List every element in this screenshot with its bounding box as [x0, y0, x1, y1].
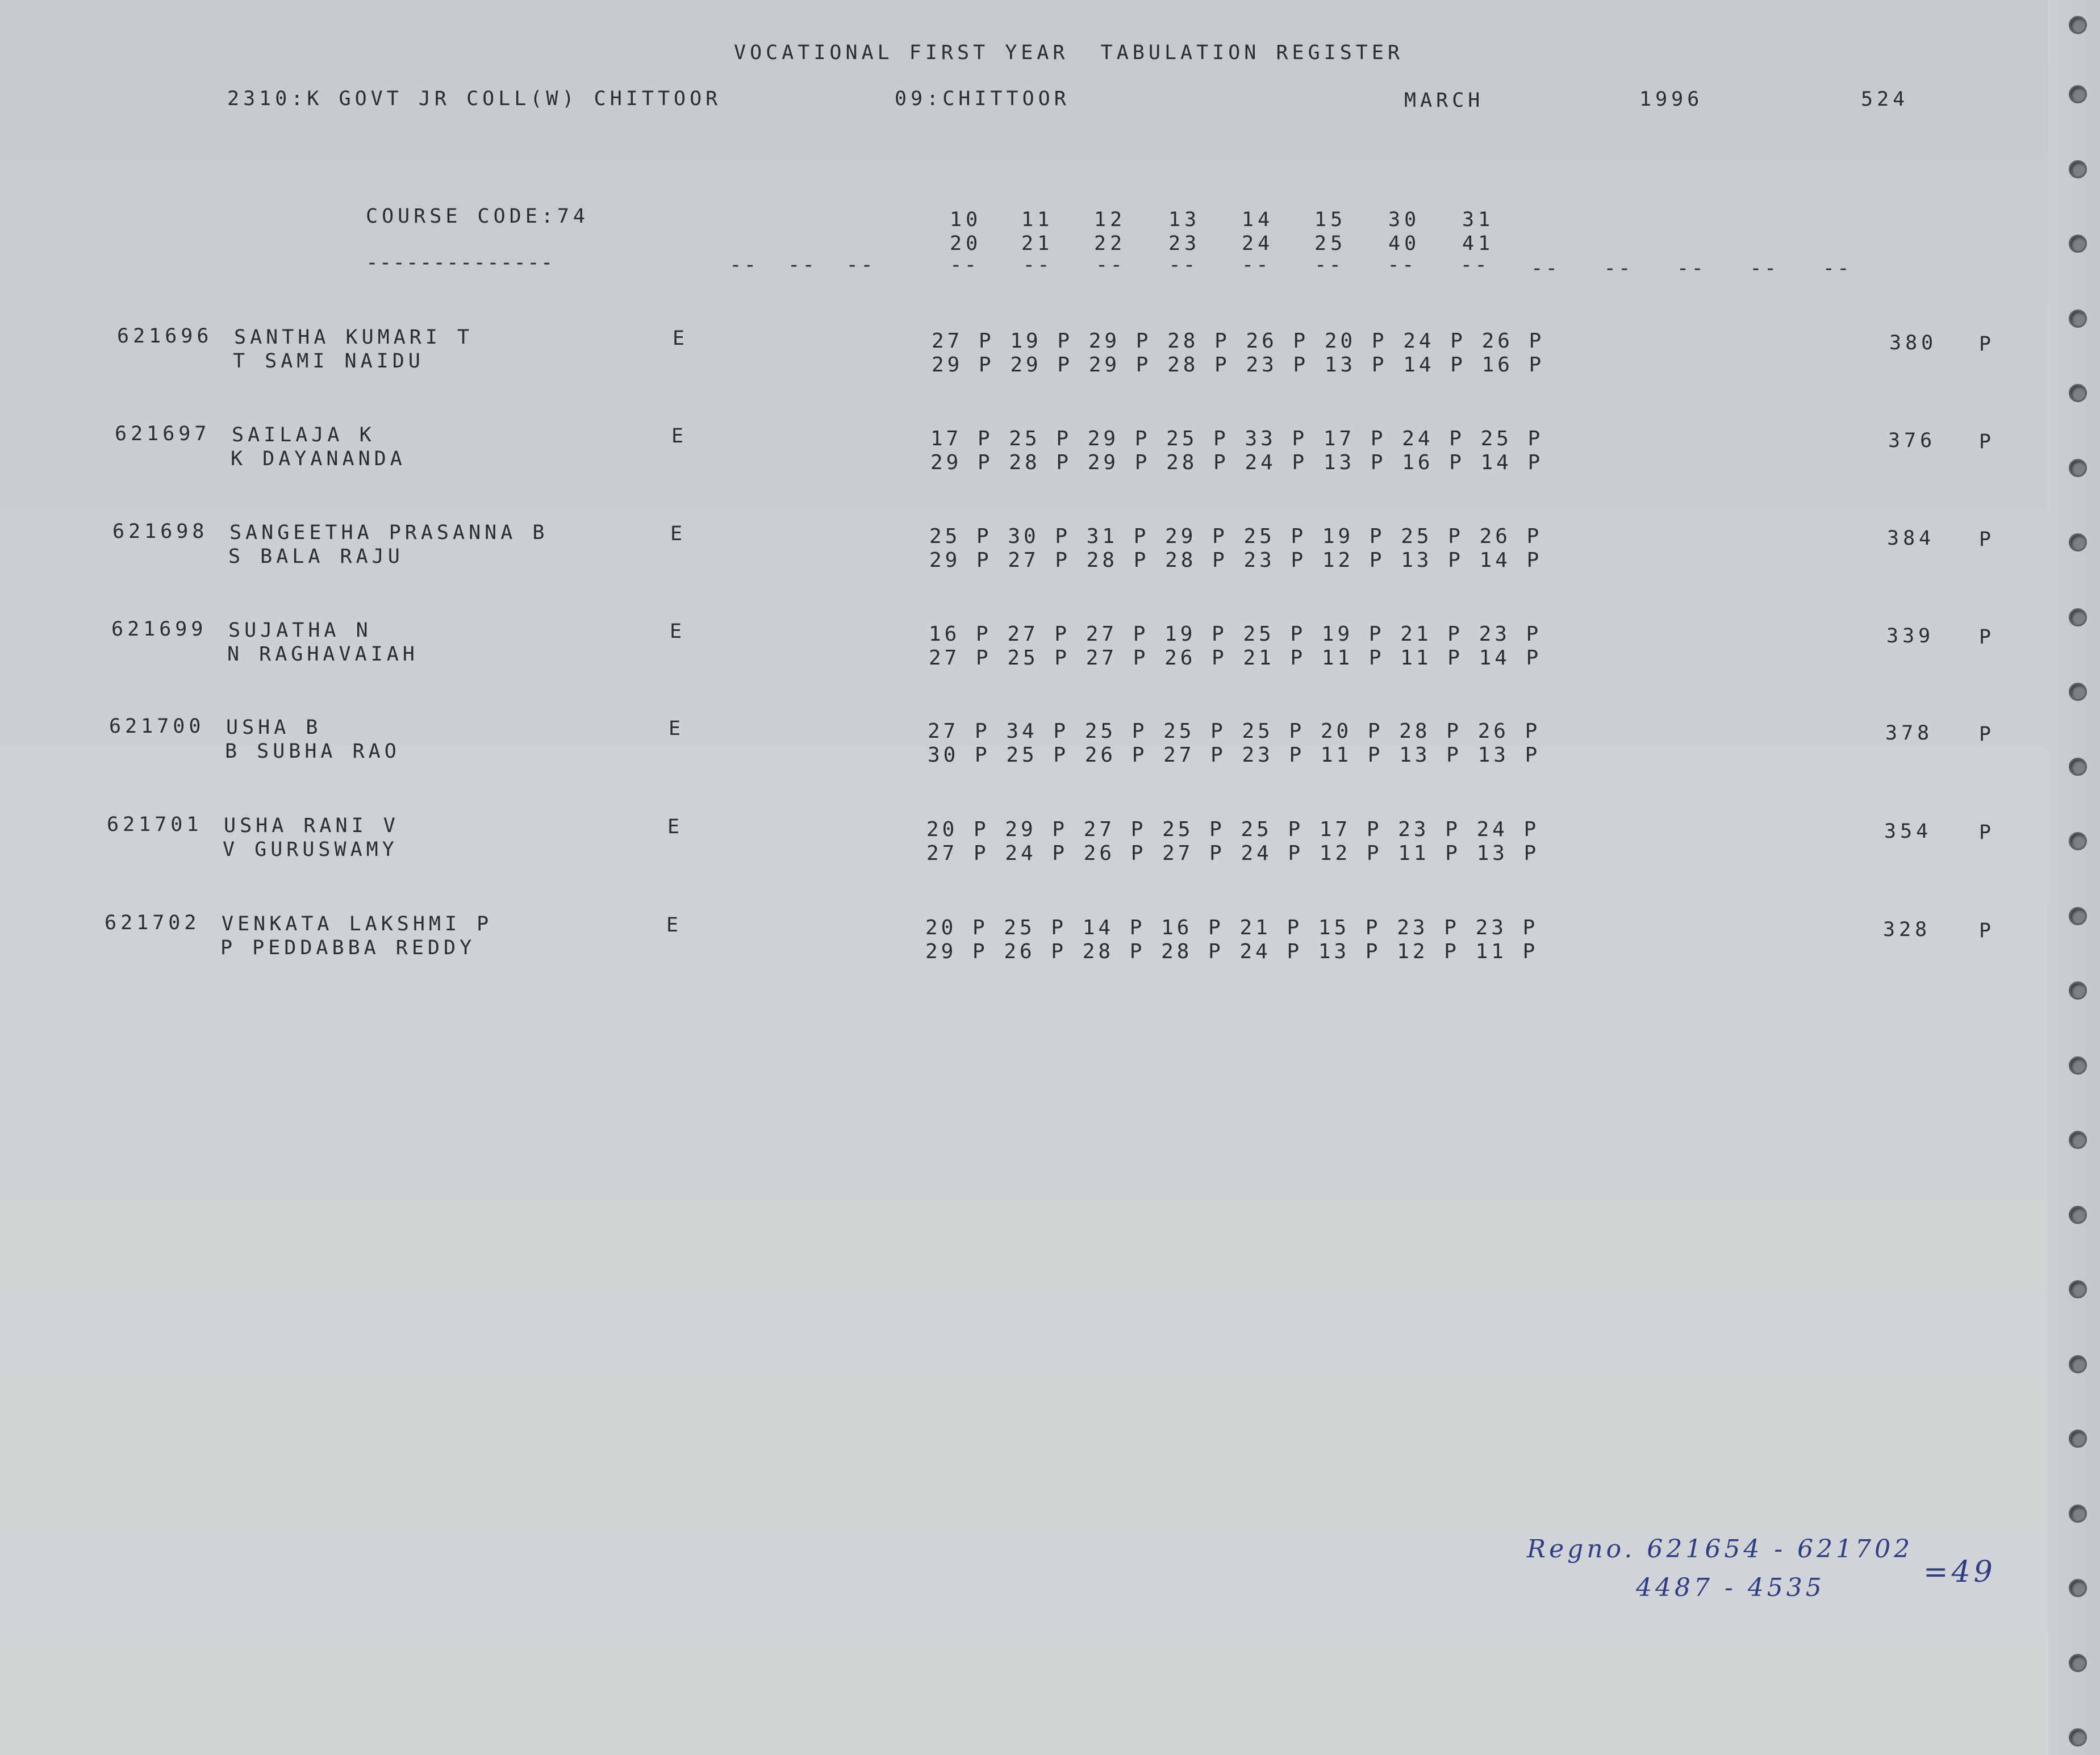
marks-row-2: 27 P 25 P 27 P 26 P 21 P 11 P 11 P 14 P	[929, 646, 1542, 670]
hall-ticket-number: 621696	[117, 325, 213, 348]
exam-month: MARCH	[1404, 89, 1484, 112]
subject-code-2: 12	[1094, 208, 1126, 231]
total-marks: 354	[1884, 820, 1932, 843]
feed-hole	[2069, 1430, 2087, 1448]
feed-hole	[2069, 384, 2087, 402]
feed-hole	[2069, 1728, 2087, 1746]
feed-hole	[2069, 907, 2087, 925]
result-status: P	[1979, 626, 1995, 649]
student-name: SANGEETHA PRASANNA B	[229, 521, 549, 544]
feed-hole	[2069, 1505, 2087, 1523]
student-name: USHA B	[226, 716, 322, 739]
feed-hole	[2069, 85, 2087, 103]
separator-left: -- -- --	[729, 253, 875, 277]
marks-row-1: 27 P 34 P 25 P 25 P 25 P 20 P 28 P 26 P	[928, 720, 1541, 743]
result-status: P	[1979, 920, 1995, 942]
marks-row-1: 16 P 27 P 27 P 19 P 25 P 19 P 21 P 23 P	[929, 622, 1542, 646]
feed-hole	[2069, 310, 2087, 328]
hall-ticket-number: 621698	[112, 520, 208, 543]
subject-code-6: 30	[1388, 208, 1421, 231]
marks-row-2: 29 P 26 P 28 P 28 P 24 P 13 P 12 P 11 P	[925, 940, 1539, 963]
subject-code-3: 23	[1168, 232, 1201, 255]
register-title: VOCATIONAL FIRST YEAR TABULATION REGISTER	[734, 41, 1404, 64]
student-name: SAILAJA K	[232, 424, 375, 446]
medium-code: E	[673, 327, 689, 350]
medium-code: E	[670, 523, 687, 545]
subject-code-1: 11	[1021, 208, 1054, 231]
marks-row-2: 29 P 29 P 29 P 28 P 23 P 13 P 14 P 16 P	[932, 353, 1545, 377]
college-name: 2310:K GOVT JR COLL(W) CHITTOOR	[227, 87, 722, 110]
district-name: 09:CHITTOOR	[895, 87, 1070, 110]
subject-code-0: 10	[950, 208, 982, 231]
medium-code: E	[669, 717, 685, 740]
marks-row-2: 29 P 27 P 28 P 28 P 23 P 12 P 13 P 14 P	[929, 549, 1543, 572]
subject-code-2: 22	[1094, 232, 1126, 255]
exam-year: 1996	[1639, 88, 1704, 111]
subject-code-5: 15	[1314, 208, 1347, 231]
subject-code-3: 13	[1168, 208, 1201, 231]
subject-code-4: 14	[1242, 208, 1274, 231]
medium-code: E	[671, 425, 688, 448]
subject-code-0: 20	[950, 232, 982, 255]
feed-hole	[2069, 1131, 2087, 1149]
marks-row-2: 30 P 25 P 26 P 27 P 23 P 11 P 13 P 13 P	[928, 743, 1541, 767]
handwritten-register-range: Regno. 621654 - 621702	[1527, 1535, 1914, 1564]
hall-ticket-number: 621702	[105, 912, 201, 934]
feed-hole	[2069, 160, 2087, 178]
father-name: K DAYANANDA	[231, 448, 406, 470]
result-status: P	[1979, 431, 1995, 453]
feed-hole	[2069, 981, 2087, 1000]
separator-middle: -- -- -- -- -- -- -- --	[950, 253, 1489, 277]
feed-hole	[2069, 1654, 2087, 1672]
feed-hole	[2069, 683, 2087, 701]
total-marks: 328	[1883, 918, 1931, 941]
page-number: 524	[1861, 88, 1909, 111]
handwritten-count: =49	[1923, 1555, 1996, 1589]
marks-row-1: 17 P 25 P 29 P 25 P 33 P 17 P 24 P 25 P	[930, 427, 1544, 450]
total-marks: 376	[1888, 429, 1936, 452]
result-status: P	[1979, 528, 1995, 551]
total-marks: 339	[1886, 625, 1935, 647]
feed-hole	[2069, 1579, 2087, 1597]
student-name: SUJATHA N	[228, 619, 372, 642]
feed-hole	[2069, 608, 2087, 626]
handwritten-serial-range: 4487 - 4535	[1636, 1573, 1825, 1602]
total-marks: 380	[1889, 332, 1938, 354]
hall-ticket-number: 621699	[111, 618, 207, 641]
feed-hole	[2069, 459, 2087, 477]
feed-hole	[2069, 832, 2087, 850]
subject-code-1: 21	[1021, 232, 1054, 255]
feed-hole	[2069, 758, 2087, 776]
course-code-underline: --------------	[366, 251, 554, 274]
total-marks: 384	[1887, 527, 1935, 550]
father-name: B SUBHA RAO	[225, 740, 400, 763]
marks-row-2: 27 P 24 P 26 P 27 P 24 P 12 P 11 P 13 P	[926, 842, 1540, 865]
separator-right: -- -- -- -- --	[1531, 257, 1852, 280]
perforated-edge	[2048, 0, 2100, 1755]
result-status: P	[1979, 333, 1995, 356]
medium-code: E	[666, 914, 683, 937]
student-name: VENKATA LAKSHMI P	[222, 913, 493, 935]
subject-code-4: 24	[1242, 232, 1274, 255]
feed-hole	[2069, 1280, 2087, 1298]
marks-row-1: 27 P 19 P 29 P 28 P 26 P 20 P 24 P 26 P	[932, 329, 1545, 353]
marks-row-1: 20 P 29 P 27 P 25 P 25 P 17 P 23 P 24 P	[926, 818, 1540, 841]
feed-hole	[2069, 235, 2087, 253]
hall-ticket-number: 621697	[115, 423, 211, 445]
medium-code: E	[667, 816, 684, 838]
father-name: V GURUSWAMY	[223, 838, 398, 861]
subject-code-5: 25	[1314, 232, 1347, 255]
marks-row-2: 29 P 28 P 29 P 28 P 24 P 13 P 16 P 14 P	[930, 451, 1544, 474]
student-name: SANTHA KUMARI T	[234, 326, 474, 349]
father-name: P PEDDABBA REDDY	[220, 937, 476, 959]
feed-hole	[2069, 533, 2087, 551]
father-name: S BALA RAJU	[228, 545, 404, 568]
feed-hole	[2069, 1056, 2087, 1075]
subject-code-6: 40	[1388, 232, 1421, 255]
father-name: N RAGHAVAIAH	[227, 643, 419, 666]
medium-code: E	[670, 620, 686, 643]
result-status: P	[1979, 821, 1995, 844]
subject-code-7: 41	[1462, 232, 1494, 255]
student-name: USHA RANI V	[224, 814, 399, 837]
feed-hole	[2069, 1355, 2087, 1373]
course-code: COURSE CODE:74	[366, 205, 590, 228]
feed-hole	[2069, 16, 2087, 34]
total-marks: 378	[1885, 722, 1934, 745]
marks-row-1: 20 P 25 P 14 P 16 P 21 P 15 P 23 P 23 P	[925, 916, 1539, 939]
feed-hole	[2069, 1206, 2087, 1224]
hall-ticket-number: 621701	[107, 813, 203, 836]
father-name: T SAMI NAIDU	[233, 350, 424, 373]
hall-ticket-number: 621700	[109, 715, 205, 738]
marks-row-1: 25 P 30 P 31 P 29 P 25 P 19 P 25 P 26 P	[929, 525, 1543, 548]
result-status: P	[1979, 723, 1995, 746]
subject-code-7: 31	[1462, 208, 1494, 231]
